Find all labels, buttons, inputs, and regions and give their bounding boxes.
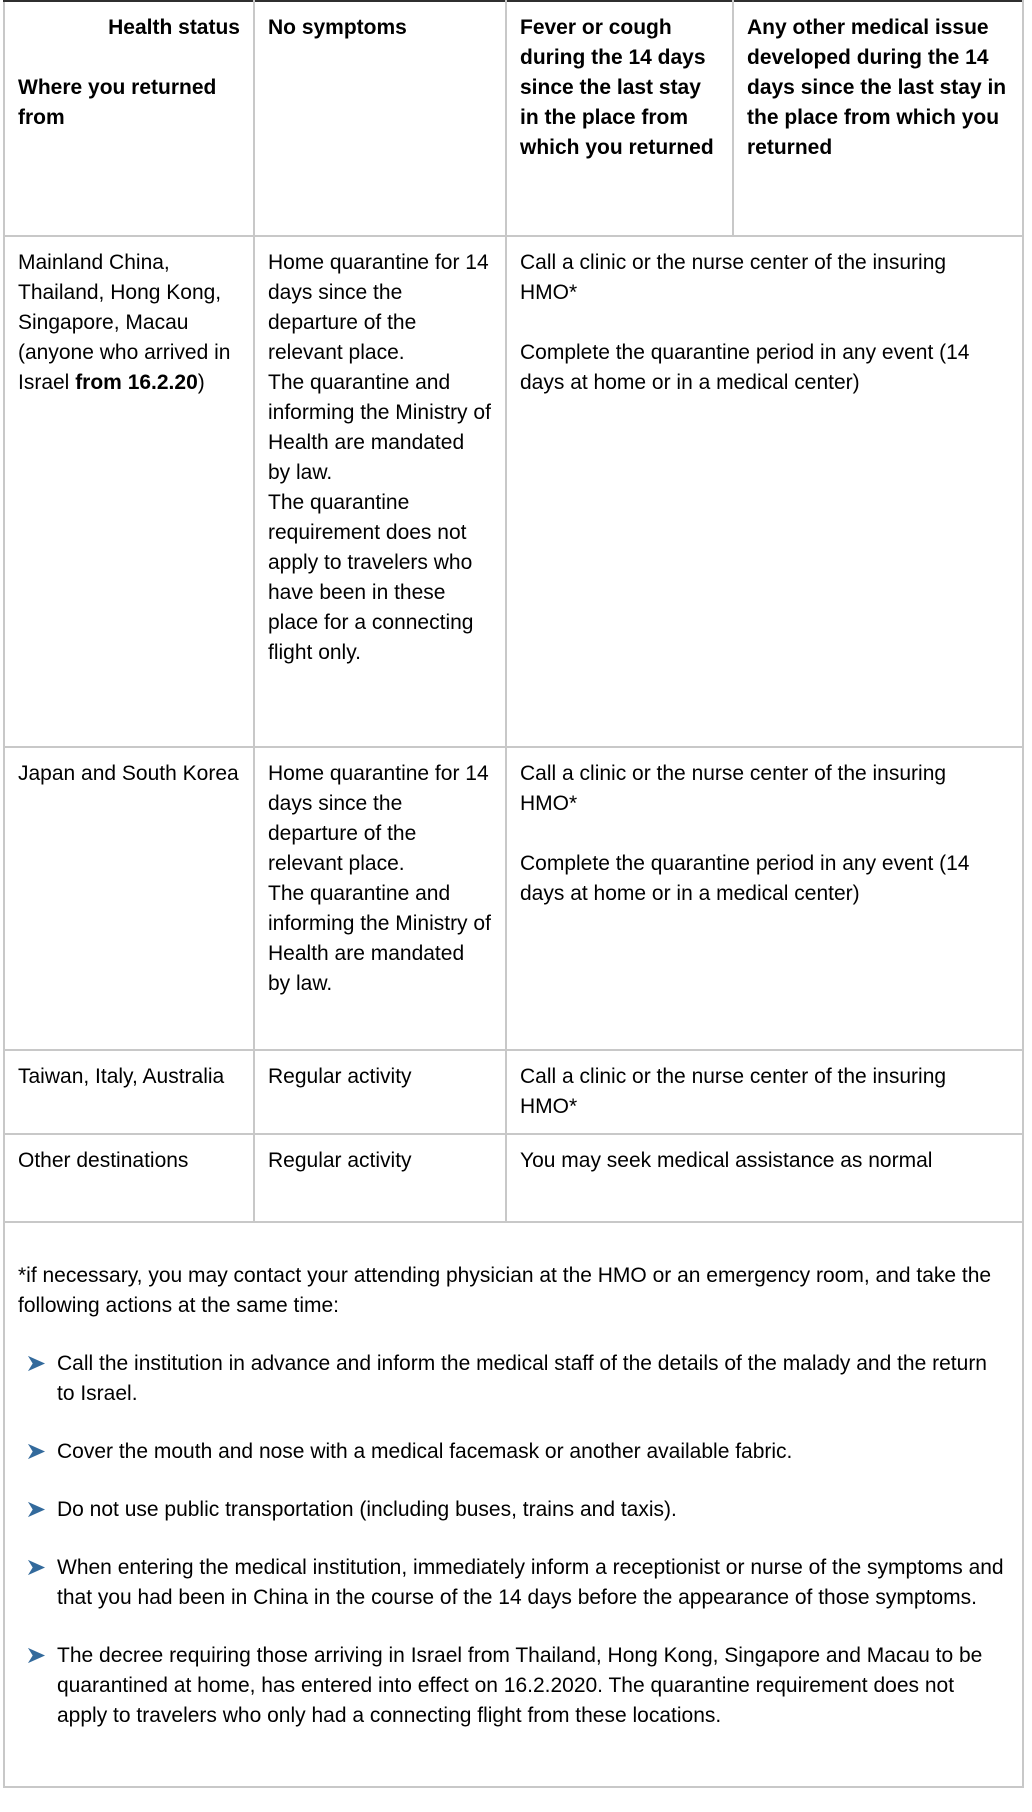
footnote-bullet-text: The decree requiring those arriving in Israel from Thailand, Hong Kong, Singapore and Macau to be quarantined at home, has entered into effect on 16.2.2020. The quarantine requirement does not apply to travelers who only had a connecting flight from these locations.: [57, 1644, 983, 1727]
cell-symptoms-other-destinations: [506, 1134, 1023, 1222]
cell-symptoms-china-group: [506, 236, 1023, 747]
table-row-japan-korea: [4, 747, 1023, 1050]
table-row-taiwan-italy-australia: [4, 1050, 1023, 1134]
footnote-bullet-call-ahead: [27, 1349, 1006, 1409]
quarantine-guidance-document: [3, 0, 1024, 1788]
quarantine-table: [3, 0, 1024, 1788]
cell-line: Regular activity: [268, 1149, 412, 1172]
cell-paragraph: Call a clinic or the nurse center of the insuring HMO*: [520, 762, 947, 815]
header-cell-other-medical-issue: Any other medical issue developed during the 14 days since the last stay in the place from which you returned: [733, 1, 1023, 236]
footnote-bullet-text: Do not use public transportation (including buses, trains and taxis).: [57, 1498, 677, 1521]
arrow-bullet-icon: [27, 1500, 46, 1519]
cell-paragraph: Call a clinic or the nurse center of the insuring HMO*: [520, 1065, 947, 1118]
cell-line: The quarantine requirement does not apply to travelers who have been in these place for a connecting flight only.: [268, 491, 474, 664]
table-row-china-group: [4, 236, 1023, 747]
origin-text: Mainland China, Thailand, Hong Kong, Singapore, Macau (anyone who arrived in Israel: [18, 251, 231, 394]
footnote-bullet-text: Call the institution in advance and inform the medical staff of the details of the malady and the return to Israel.: [57, 1352, 987, 1405]
cell-origin-other-destinations: Other destinations: [4, 1134, 254, 1222]
footnote-bullet-text: Cover the mouth and nose with a medical facemask or another available fabric.: [57, 1440, 793, 1463]
origin-text-after: ): [197, 371, 205, 394]
table-header-row: [4, 1, 1023, 236]
footnote-bullet-no-public-transport: [27, 1495, 1006, 1525]
cell-paragraph: Complete the quarantine period in any event (14 days at home or in a medical center): [520, 341, 970, 394]
cell-line: The quarantine and informing the Ministry of Health are mandated by law.: [268, 882, 491, 995]
cell-no-symptoms-japan-korea: [254, 747, 506, 1050]
cell-line: Regular activity: [268, 1065, 412, 1088]
header-cell-fever-or-cough: Fever or cough during the 14 days since the last stay in the place from which you returned: [506, 1, 733, 236]
arrow-bullet-icon: [27, 1442, 46, 1461]
footnote-bullet-inform-receptionist: [27, 1553, 1006, 1613]
header-cell-origin: [4, 1, 254, 236]
cell-paragraph: Complete the quarantine period in any event (14 days at home or in a medical center): [520, 852, 970, 905]
footnote-bullet-facemask: [27, 1437, 1006, 1467]
cell-line: The quarantine and informing the Ministry of Health are mandated by law.: [268, 371, 491, 484]
cell-symptoms-japan-korea: [506, 747, 1023, 1050]
header-health-status-label: Health status: [108, 16, 240, 39]
origin-bold-date: from 16.2.20: [75, 371, 198, 394]
cell-symptoms-taiwan-italy-australia: [506, 1050, 1023, 1134]
footnote-row: [4, 1222, 1023, 1787]
header-where-returned-label: Where you returned from: [18, 76, 217, 129]
cell-no-symptoms-taiwan-italy-australia: [254, 1050, 506, 1134]
arrow-bullet-icon: [27, 1354, 46, 1373]
footnote-cell: [4, 1222, 1023, 1787]
cell-paragraph: Call a clinic or the nurse center of the insuring HMO*: [520, 251, 947, 304]
header-cell-no-symptoms: No symptoms: [254, 1, 506, 236]
cell-no-symptoms-other-destinations: [254, 1134, 506, 1222]
arrow-bullet-icon: [27, 1558, 46, 1577]
cell-no-symptoms-china-group: [254, 236, 506, 747]
footnote-intro: *if necessary, you may contact your attending physician at the HMO or an emergency room, and take the following actions at the same time:: [18, 1264, 992, 1317]
cell-origin-taiwan-italy-australia: Taiwan, Italy, Australia: [4, 1050, 254, 1134]
table-row-other-destinations: [4, 1134, 1023, 1222]
footnote-bullet-text: When entering the medical institution, immediately inform a receptionist or nurse of the symptoms and that you had been in China in the course of the 14 days before the appearance of those symptoms.: [57, 1556, 1004, 1609]
cell-origin-japan-korea: Japan and South Korea: [4, 747, 254, 1050]
cell-line: Home quarantine for 14 days since the departure of the relevant place.: [268, 762, 489, 875]
cell-paragraph: You may seek medical assistance as normal: [520, 1149, 933, 1172]
arrow-bullet-icon: [27, 1646, 46, 1665]
cell-line: Home quarantine for 14 days since the departure of the relevant place.: [268, 251, 489, 364]
footnote-bullet-decree: [27, 1641, 1006, 1731]
cell-origin-china-group: [4, 236, 254, 747]
